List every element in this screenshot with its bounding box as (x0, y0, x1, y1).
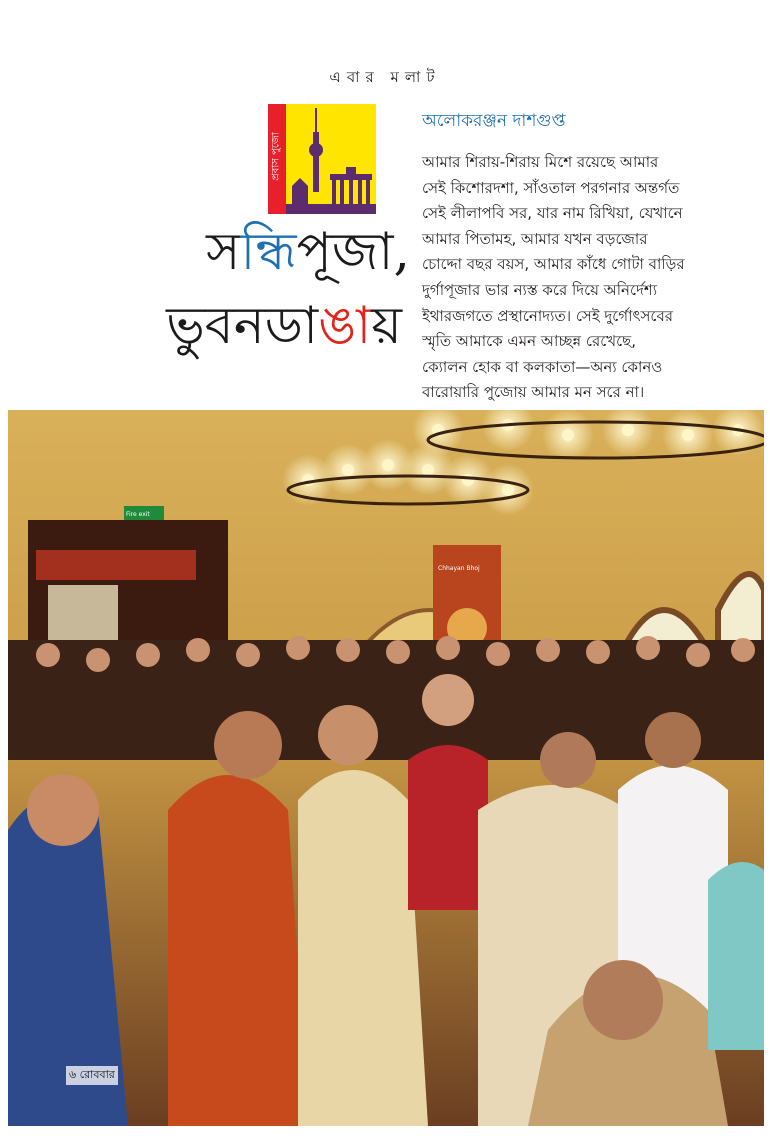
intro-line: দুর্গাপূজার ভার ন্যস্ত করে দিয়ে অনির্দেশ্য (422, 280, 658, 299)
puja-photo (8, 410, 764, 1126)
intro-line: আমার শিরায়-শিরায় মিশে রয়েছে আমার (422, 153, 659, 171)
crowd-scene-image (8, 410, 764, 1126)
series-logo (268, 104, 376, 214)
headline-part: ঙা (318, 296, 372, 356)
intro-line: বারোয়ারি পুজোয় আমার মন সরে না। (422, 383, 645, 402)
logo-band (268, 104, 286, 214)
intro-line: স্মৃতি আমাকে এমন আচ্ছন্ন রেখেছে, (422, 332, 636, 351)
intro-line: ইথারজগতে প্রস্থানোদ্যত। সেই দুর্গোৎসবের (422, 306, 674, 325)
poster-text: Chhayan Bhoj (438, 565, 480, 572)
headline-part: স (206, 222, 241, 282)
intro-line: সেই কিশোরদশা, সাঁওতাল পরগনার অন্তর্গত (422, 178, 680, 197)
intro-line: সেই লীলাপবি সর, যার নাম রিখিয়া, যেখানে (422, 204, 683, 223)
headline-part: পূজা, (296, 222, 410, 282)
exit-sign-text: Fire exit (126, 511, 150, 518)
headline-line-1 (100, 222, 410, 282)
intro-line: আমার পিতামহ, আমার যখন বড়জোর (422, 229, 648, 248)
berlin-skyline-icon (286, 104, 376, 214)
headline-line-2 (112, 296, 402, 356)
headline-part: ন্ধি (240, 222, 297, 282)
headline-part: য় (371, 296, 402, 356)
intro-line: ক্যোলন হোক বা কলকাতা—অন্য কোনও (422, 357, 663, 376)
headline-part: ভুবনডা (166, 296, 319, 356)
page-folio: ৬ রোববার (66, 1066, 118, 1085)
section-label: এবার মলাট (329, 68, 441, 86)
intro-line: চোদ্দো বছর বয়স, আমার কাঁধে গোটা বাড়ির (422, 255, 685, 274)
author-byline: অলোকরঞ্জন দাশগুপ্ত (422, 111, 566, 131)
intro-paragraph (422, 150, 762, 406)
logo-band-text: প্রবাস পুজো (270, 132, 282, 181)
